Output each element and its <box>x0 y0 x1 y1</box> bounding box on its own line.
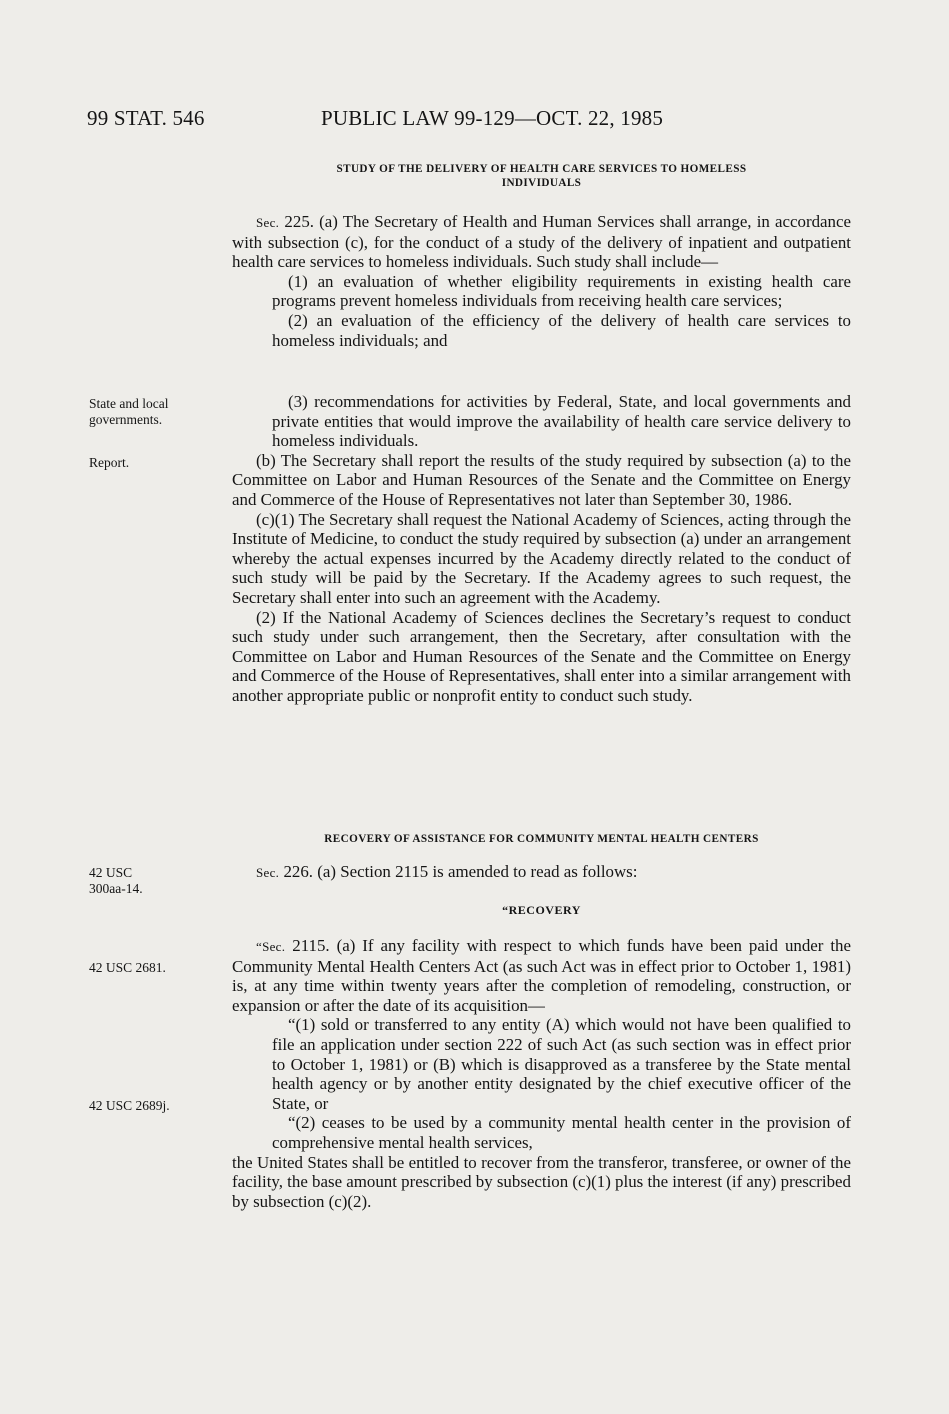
margin-note-line: 300aa-14. <box>89 881 143 896</box>
sec-225-para-b: (b) The Secretary shall report the results of the study required by subsection (a) to the Committee on Labor and Human Resources of the Senate and the Committee on Energy and Commerce of the House of Representatives not later than September 30, 1986. <box>232 450 851 509</box>
sec-2115-item-1: “(1) sold or transferred to any entity (A) which would not have been qualified to file an application under section 222 of such Act (as such section was in effect prior to October 1, 1981) or (B) which is disapproved as a transferee by the State mental health agency or by another entity designated by the chief executive officer of the State, or <box>272 1015 851 1113</box>
sec-2115-para-a-text: 2115. (a) If any facility with respect to which funds have been paid under the Community Mental Health Centers Act (as such Act was in effect prior to October 1, 1981) is, at any time within twenty years after the completion of remodeling, construction, or expansion or after the date of its acquisition— <box>232 936 851 1015</box>
sec-225-item-2: (2) an evaluation of the efficiency of the delivery of health care services to homeless individuals; and <box>272 310 851 350</box>
sec-225-para-c2: (2) If the National Academy of Sciences declines the Secretary’s request to conduct such study under such arrangement, then the Secretary, after consultation with the Committee on Labor and Human Resources of the Senate and the Committee on Energy and Commerce of the House of Representatives, shall enter into a similar arrangement with another appropriate public or nonprofit entity to conduct such study. <box>232 607 851 705</box>
sec-225-item-3: (3) recommendations for activities by Federal, State, and local governments and private entities that would improve the availability of health care service delivery to homeless individuals. <box>272 392 851 451</box>
margin-note-state-local <box>89 396 168 428</box>
sec-225-intro-text: 225. (a) The Secretary of Health and Human Services shall arrange, in accordance with subsection (c), for the conduct of a study of the delivery of inpatient and outpatient health care services to homeless individuals. Such study shall include— <box>232 212 851 272</box>
page-title: PUBLIC LAW 99-129—OCT. 22, 1985 <box>321 106 664 130</box>
sec-225-item-1: (1) an evaluation of whether eligibility requirements in existing health care programs prevent homeless individuals from receiving health care services; <box>272 271 851 311</box>
sec-225-body <box>232 212 851 350</box>
margin-note-usc-2689j: 42 USC 2689j. <box>89 1098 170 1113</box>
sec-226-intro-text: 226. (a) Section 2115 is amended to read as follows: <box>279 862 638 881</box>
margin-note-report: Report. <box>89 455 130 470</box>
sec-225-heading-line1: STUDY OF THE DELIVERY OF HEALTH CARE SERVICES TO HOMELESS <box>336 163 747 175</box>
sec-2115-item-2: “(2) ceases to be used by a community mental health center in the provision of comprehensive mental health services, <box>272 1113 851 1152</box>
sec-226-intro-block <box>232 862 851 883</box>
sec-label: “Sec. <box>256 939 286 954</box>
sec-label: Sec. <box>256 215 280 230</box>
margin-note-usc-300aa <box>89 865 143 897</box>
sec-label: Sec. <box>256 865 280 880</box>
stat-page-number: 99 STAT. 546 <box>87 106 205 130</box>
sec-225-para-c1: (c)(1) The Secretary shall request the National Academy of Sciences, acting through the Institute of Medicine, to conduct the study required by subsection (a) under an arrangement whereby the actual expenses incurred by the Academy directly related to the conduct of such study will be paid by the Secretary. If the Academy agrees to such request, the Secretary shall enter into such an agreement with the Academy. <box>232 509 851 607</box>
sec-226-heading: RECOVERY OF ASSISTANCE FOR COMMUNITY MENTAL HEALTH CENTERS <box>324 833 759 845</box>
sec-2115-para-a <box>232 936 851 1015</box>
recovery-subheading: “RECOVERY <box>502 903 581 917</box>
sec-2115-closing: the United States shall be entitled to recover from the transferor, transferee, or owner of the facility, the base amount prescribed by subsection (c)(1) plus the interest (if any) prescribed by subsection (c)(2). <box>232 1152 851 1211</box>
sec-225-heading-line2: INDIVIDUALS <box>501 177 582 189</box>
sec-226-intro <box>232 862 851 883</box>
page-header <box>87 106 849 136</box>
margin-note-usc-2681: 42 USC 2681. <box>89 960 166 975</box>
sec-225-body-cont <box>232 392 851 706</box>
sec-225-heading <box>232 162 851 190</box>
margin-note-line: governments. <box>89 412 163 427</box>
sec-225-intro <box>232 212 851 272</box>
margin-note-line: 42 USC <box>89 865 133 880</box>
sec-2115-body <box>232 936 851 1211</box>
margin-note-line: State and local <box>89 396 169 411</box>
